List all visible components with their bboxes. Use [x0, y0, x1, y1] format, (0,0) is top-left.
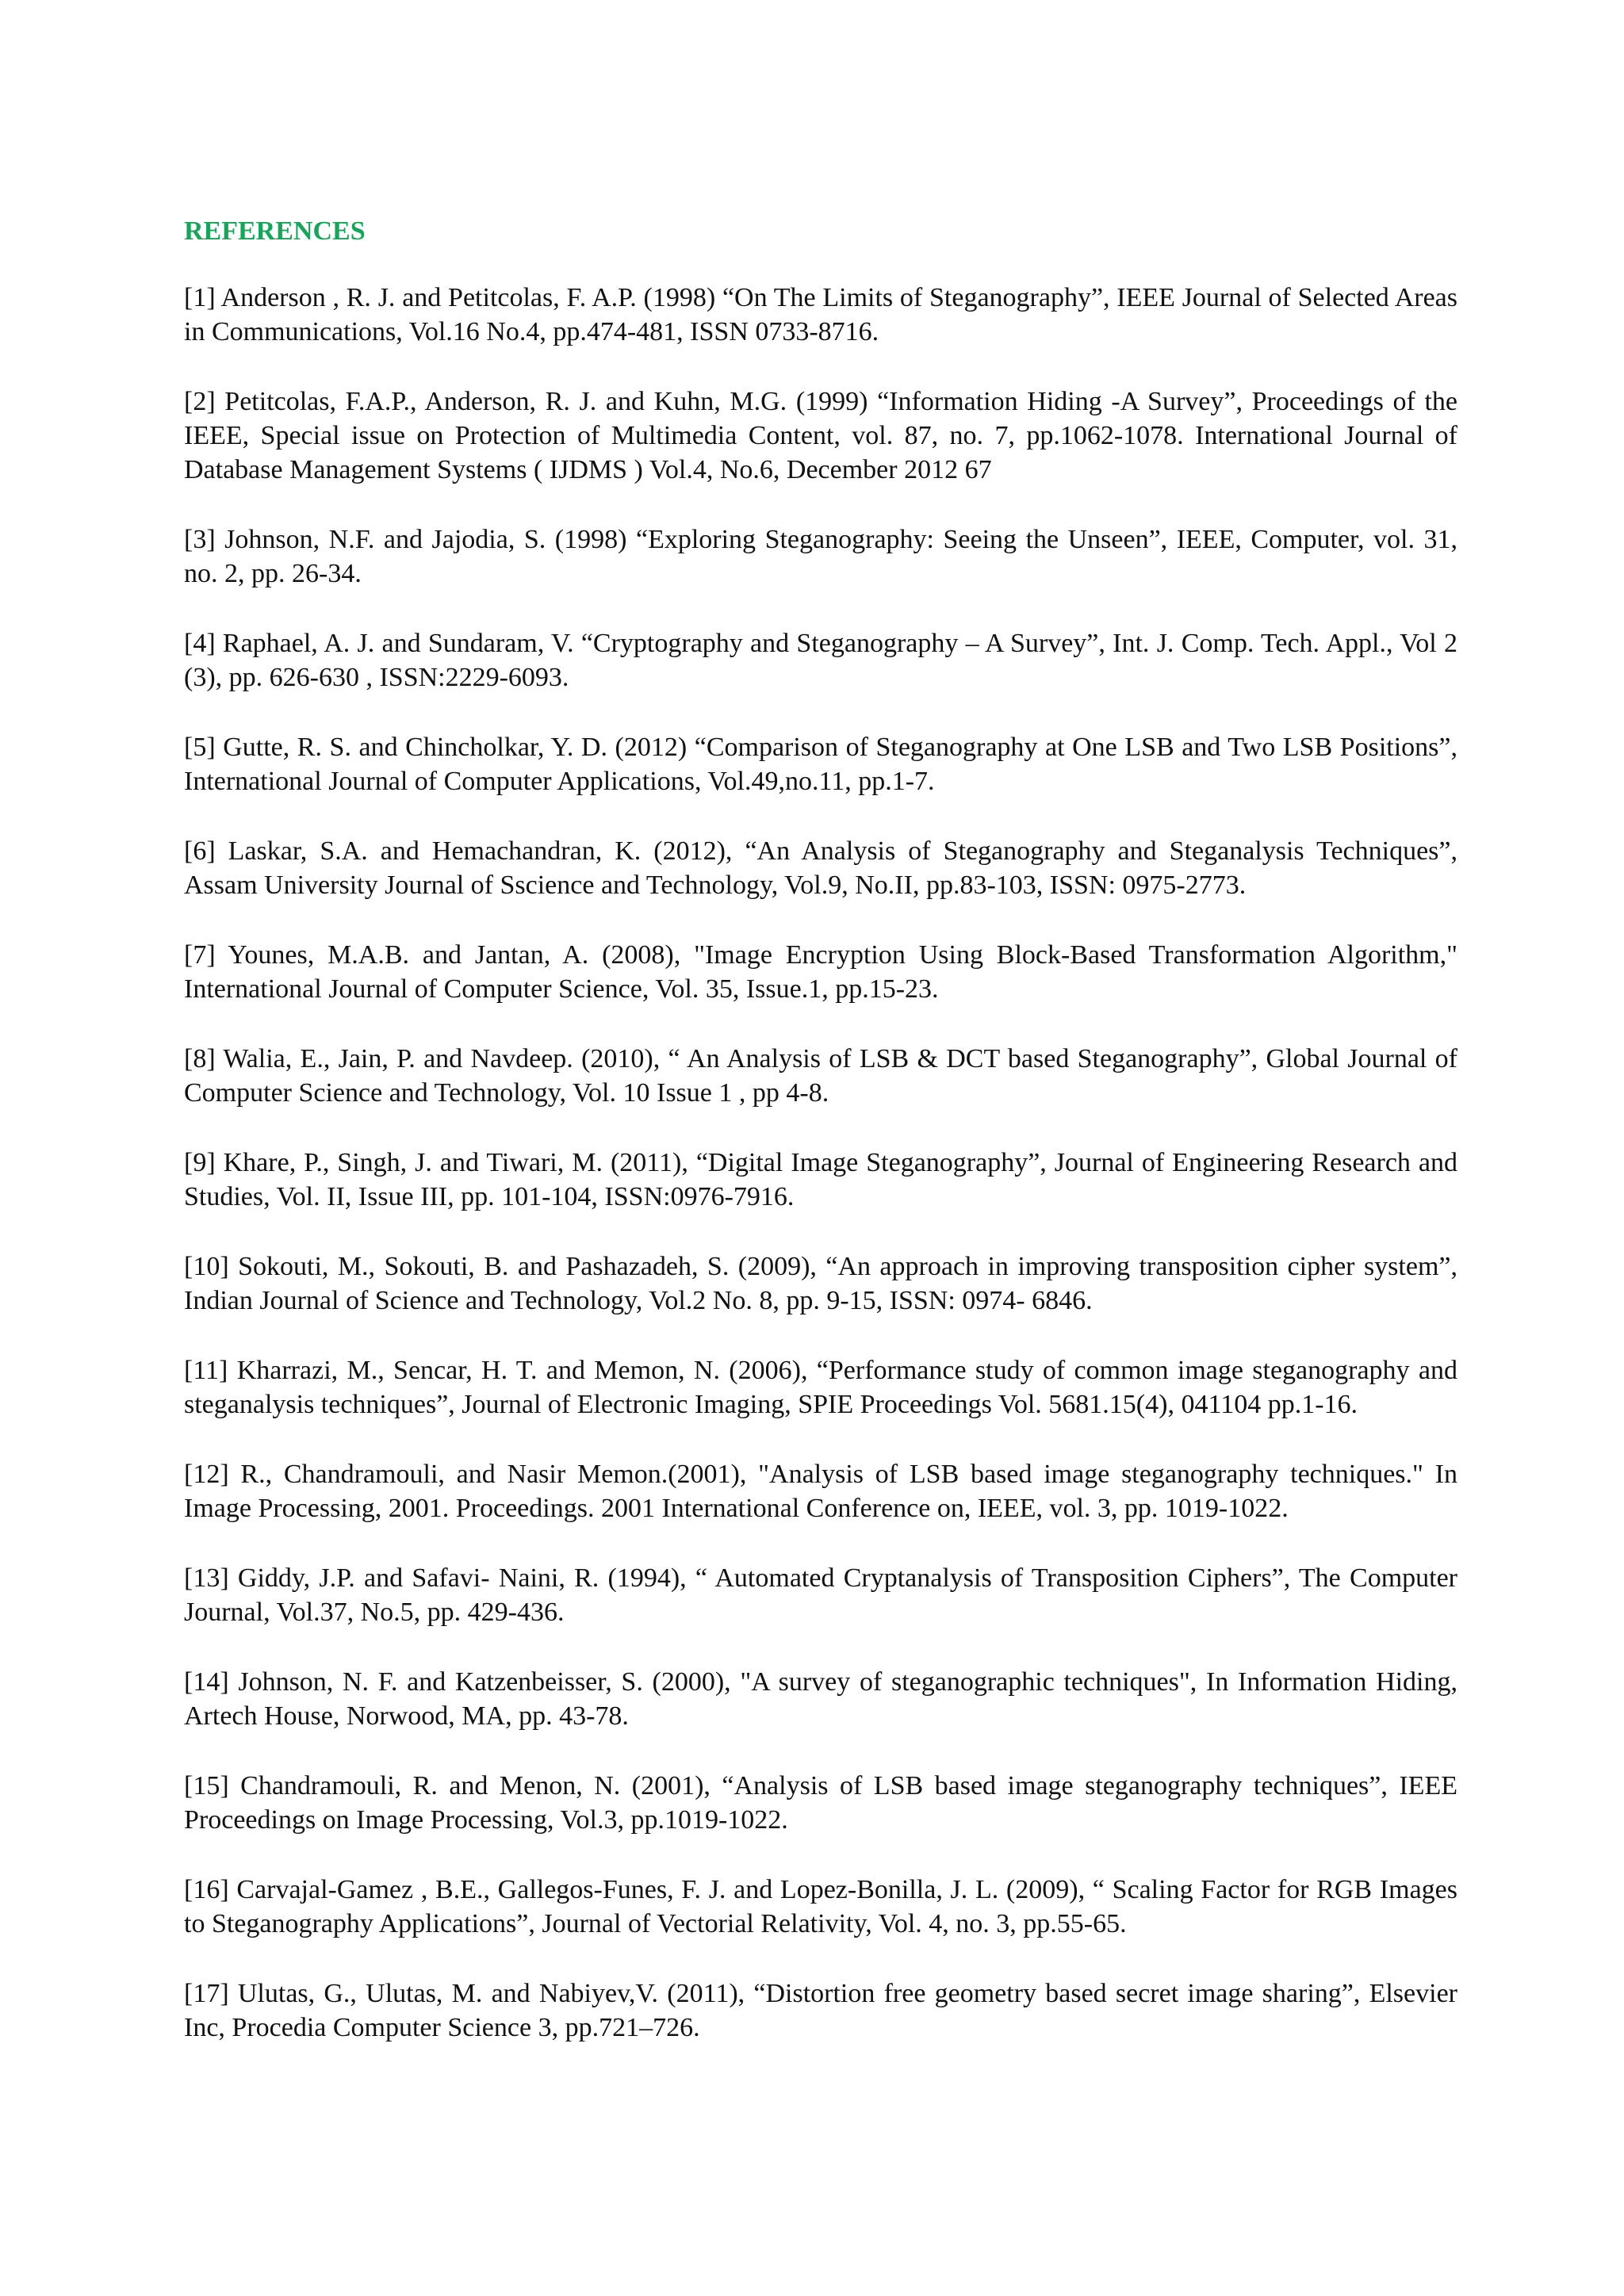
- references-heading: REFERENCES: [184, 216, 366, 246]
- reference-item-14: [14] Johnson, N. F. and Katzenbeisser, S. (2000), "A survey of steganographic techniques", In Information Hiding, Artech House, Norwood, MA, pp. 43-78.: [184, 1667, 1457, 1731]
- reference-item-17: [17] Ulutas, G., Ulutas, M. and Nabiyev,V. (2011), “Distortion free geometry based secret image sharing”, Elsevier Inc, Procedia Computer Science 3, pp.721–726.: [184, 1979, 1457, 2042]
- reference-item-8: [8] Walia, E., Jain, P. and Navdeep. (2010), “ An Analysis of LSB & DCT based Steganography”, Global Journal of Computer Science and Technology, Vol. 10 Issue 1 , pp 4-8.: [184, 1044, 1457, 1108]
- reference-item-16: [16] Carvajal-Gamez , B.E., Gallegos-Funes, F. J. and Lopez-Bonilla, J. L. (2009), “ Scaling Factor for RGB Images to Steganography Applications”, Journal of Vectorial Relativity, Vol. 4, no. 3, pp.55-65.: [184, 1875, 1457, 1938]
- reference-list: [184, 281, 1457, 2045]
- references-page: [184, 214, 1457, 2080]
- reference-item-4: [4] Raphael, A. J. and Sundaram, V. “Cryptography and Steganography – A Survey”, Int. J. Comp. Tech. Appl., Vol 2 (3), pp. 626-630 , ISSN:2229-6093.: [184, 629, 1457, 692]
- reference-item-5: [5] Gutte, R. S. and Chincholkar, Y. D. (2012) “Comparison of Steganography at One LSB and Two LSB Positions”, International Journal of Computer Applications, Vol.49,no.11, pp.1-7.: [184, 733, 1457, 796]
- reference-item-11: [11] Kharrazi, M., Sencar, H. T. and Memon, N. (2006), “Performance study of common image steganography and steganalysis techniques”, Journal of Electronic Imaging, SPIE Proceedings Vol. 5681.15(4), 041104 pp.1-16.: [184, 1356, 1457, 1419]
- reference-item-6: [6] Laskar, S.A. and Hemachandran, K. (2012), “An Analysis of Steganography and Steganalysis Techniques”, Assam University Journal of Sscience and Technology, Vol.9, No.II, pp.83-103, ISSN: 0975-2773.: [184, 836, 1457, 900]
- reference-item-12: [12] R., Chandramouli, and Nasir Memon.(2001), "Analysis of LSB based image steganography techniques." In Image Processing, 2001. Proceedings. 2001 International Conference on, IEEE, vol. 3, pp. 1019-1022.: [184, 1460, 1457, 1523]
- reference-item-10: [10] Sokouti, M., Sokouti, B. and Pashazadeh, S. (2009), “An approach in improving transposition cipher system”, Indian Journal of Science and Technology, Vol.2 No. 8, pp. 9-15, ISSN: 0974- 6846.: [184, 1252, 1457, 1315]
- reference-item-3: [3] Johnson, N.F. and Jajodia, S. (1998) “Exploring Steganography: Seeing the Unseen”, IEEE, Computer, vol. 31, no. 2, pp. 26-34.: [184, 525, 1457, 588]
- reference-item-15: [15] Chandramouli, R. and Menon, N. (2001), “Analysis of LSB based image steganography techniques”, IEEE Proceedings on Image Processing, Vol.3, pp.1019-1022.: [184, 1771, 1457, 1835]
- reference-item-7: [7] Younes, M.A.B. and Jantan, A. (2008), "Image Encryption Using Block-Based Transformation Algorithm," International Journal of Computer Science, Vol. 35, Issue.1, pp.15-23.: [184, 940, 1457, 1004]
- reference-item-9: [9] Khare, P., Singh, J. and Tiwari, M. (2011), “Digital Image Steganography”, Journal of Engineering Research and Studies, Vol. II, Issue III, pp. 101-104, ISSN:0976-7916.: [184, 1148, 1457, 1211]
- reference-item-1: [1] Anderson , R. J. and Petitcolas, F. A.P. (1998) “On The Limits of Steganography”, IEEE Journal of Selected Areas in Communications, Vol.16 No.4, pp.474-481, ISSN 0733-8716.: [184, 283, 1457, 346]
- reference-item-2: [2] Petitcolas, F.A.P., Anderson, R. J. and Kuhn, M.G. (1999) “Information Hiding -A Survey”, Proceedings of the IEEE, Special issue on Protection of Multimedia Content, vol. 87, no. 7, pp.1062-1078. International Journal of Database Management Systems ( IJDMS ) Vol.4, No.6, December 2012 67: [184, 387, 1457, 484]
- reference-item-13: [13] Giddy, J.P. and Safavi- Naini, R. (1994), “ Automated Cryptanalysis of Transposition Ciphers”, The Computer Journal, Vol.37, No.5, pp. 429-436.: [184, 1563, 1457, 1627]
